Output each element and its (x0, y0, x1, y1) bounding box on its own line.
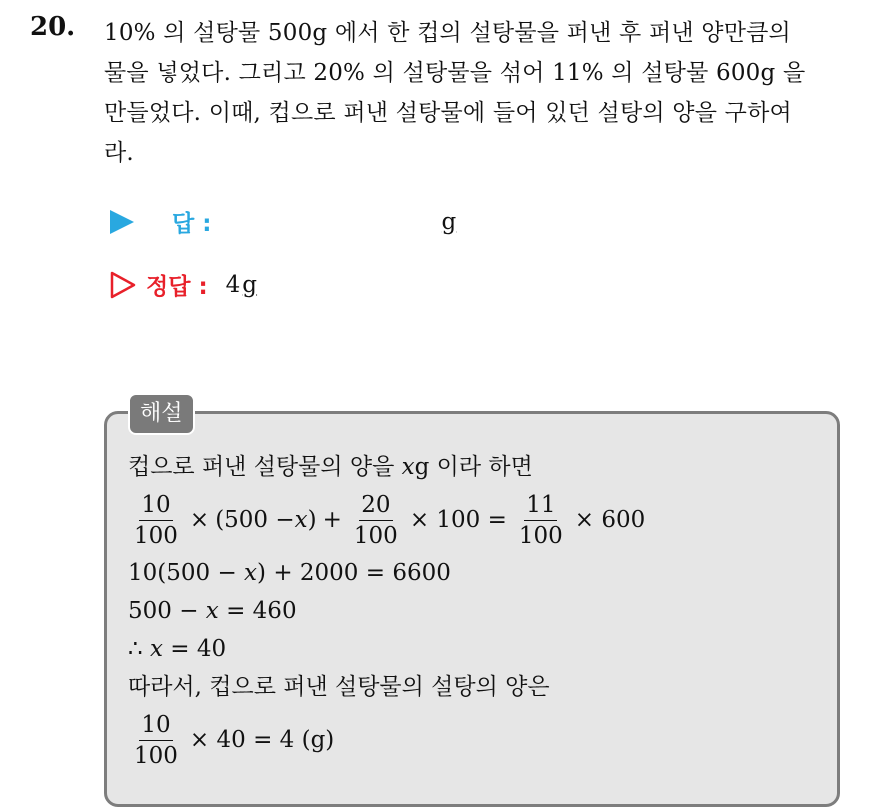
correct-answer-value: 4g (225, 271, 258, 298)
correct-answer-row (110, 268, 257, 301)
equation-3: 500 − x = 460 (128, 598, 297, 624)
equation-2: 10(500 − x) + 2000 = 6600 (128, 560, 451, 586)
play-outline-icon (110, 271, 136, 299)
answer-row (110, 205, 456, 238)
answer-label: 답 : (172, 211, 212, 237)
equation-4: ∴ x = 40 (128, 636, 227, 662)
problem-number: 20. (30, 12, 76, 42)
question-text (104, 13, 864, 173)
question-line-4: 라. (104, 140, 134, 166)
question-line-1: 10% 의 설탕물 500g 에서 한 컵의 설탕물을 퍼낸 후 퍼낸 양만큼의 (104, 20, 791, 46)
answer-blank-unit: g (441, 208, 457, 235)
equation-final: $\frac{10}{100}$ × 40 = 4 (g) (134, 711, 335, 769)
question-line-2: 물을 넣었다. 그리고 20% 의 설탕물을 섞어 11% 의 설탕물 600g 을 (104, 60, 806, 86)
correct-answer-unit: g (242, 271, 258, 298)
solution-tag: 해설 (128, 393, 195, 435)
solution-conclusion: 따라서, 컵으로 퍼낸 설탕물의 설탕의 양은 (128, 674, 550, 700)
question-line-3: 만들었다. 이때, 컵으로 퍼낸 설탕물에 들어 있던 설탕의 양을 구하여 (104, 100, 792, 126)
fraction: $\frac{10}{100}$ (134, 711, 178, 769)
fraction: $\frac{10}{100}$ (134, 491, 178, 549)
fraction: $\frac{11}{100}$ (518, 491, 563, 549)
play-filled-icon (110, 210, 134, 234)
solution-intro: 컵으로 퍼낸 설탕물의 양을 xg 이라 하면 (128, 454, 533, 480)
fraction: $\frac{20}{100}$ (353, 491, 398, 549)
solution-content (128, 448, 828, 774)
equation-1: $\frac{10}{100}$ × (500 − x ) + $\frac{20}{100}$ × 100 = $\frac{11}{100}$ × 600 (134, 491, 646, 549)
correct-answer-label: 정답 : (146, 274, 208, 300)
